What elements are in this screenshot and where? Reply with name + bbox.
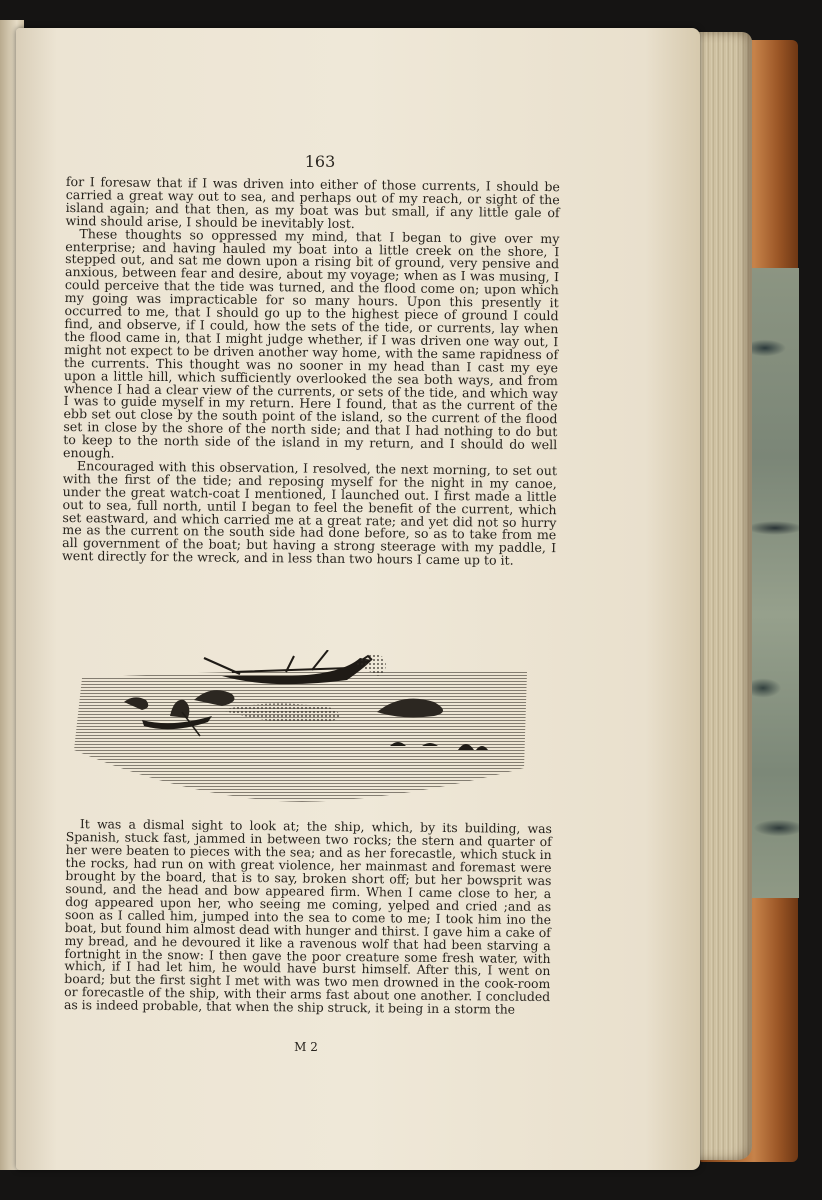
paragraph: These thoughts so oppressed my mind, that I began to give over my enterprise; and having hauled my boat into a little creek on the shore, I stepped out, and sat me down upon a rising bit of ground, very pensive and anxious, between fear and desire, about my voyage; when as I was musing, I could perceive that the tide was turned, and the flood come on; upon which my going was impracticable for so many hours. Upon this presently it occurred to me, that I should go up to the highest piece of ground I could find, and observe, if I could, how the sets of the tide, or currents, lay when the flood came in, that I might judge whether, if I was driven one way out, I might not expect to be driven another way home, with the same rapidness of the currents. This thought was no sooner in my head than I cast my eye upon a little hill, which sufficiently overlooked the sea both ways, and from whence I had a clear view of the currents, or sets of the tide, and which way I was to guide myself in my return. Here I found, that as the current of the ebb set out close by the south point of the island, so the current of the flood set in close by the shore of the north side; and that I had nothing to do but to keep to the north side of the island in my return, and I should do well enough. [63, 225, 560, 461]
page-number: 163 [304, 152, 336, 171]
printer-signature: M 2 [294, 1040, 318, 1054]
paragraph: It was a dismal sight to look at; the ship, which, by its building, was Spanish, stuck fast, jammed in between two rocks; the stern and quarter of her were beaten to pieces with the sea; and as her forecastle, which stuck in the rocks, had run on with great violence, her mainmast and foremast were brought by the board, that is to say, broken short off; but her bowsprit was sound, and the head and bow appeared firm. When I came close to her, a dog appeared upon her, who seeing me coming, yelped and cried ;and as soon as I called him, jumped into the sea to come to me; I took him ino the boat, but found him almost dead with hunger and thirst. I gave him a cake of my bread, and he devoured it like a ravenous wolf that had been starving a fortnight in the snow: I then gave the poor creature some fresh water, with which, if I had let him, he would have burst himself. After this, I went on board; but the first sight I met with was two men drowned in the cook-room or forecastle of the ship, with their arms fast about one another. I concluded as is indeed probable, that when the ship struck, it being in a storm the [63, 816, 552, 1018]
shipwreck-engraving [72, 650, 532, 810]
paragraph: Encouraged with this observation, I resolved, the next morning, to set out with the first of the tide; and reposing myself for the night in my canoe, under the great watch-coat I mentioned, I launched out. I first made a little out to sea, full north, until I began to feel the benefit of the current, which set eastward, and which carried me at a great rate; and yet did not so hurry me as the current on the south side had done before, so as to take from me all government of the boat; but having a strong steerage with my paddle, I went directly for the wreck, and in less than two hours I came up to it. [61, 458, 558, 568]
bowsprit [204, 658, 240, 674]
marbled-board [744, 268, 799, 898]
text-block-top [62, 176, 560, 568]
broken-mast [312, 650, 328, 670]
paragraph: for I foresaw that if I was driven into either of those currents, I should be carried a great way out to sea, and perhaps out of my reach, or sight of the island again; and that then, as my boat was but small, if any little gale of wind should arise, I should be inevitably lost. [65, 174, 560, 231]
text-block-bottom [64, 818, 552, 1017]
sea [74, 670, 527, 802]
